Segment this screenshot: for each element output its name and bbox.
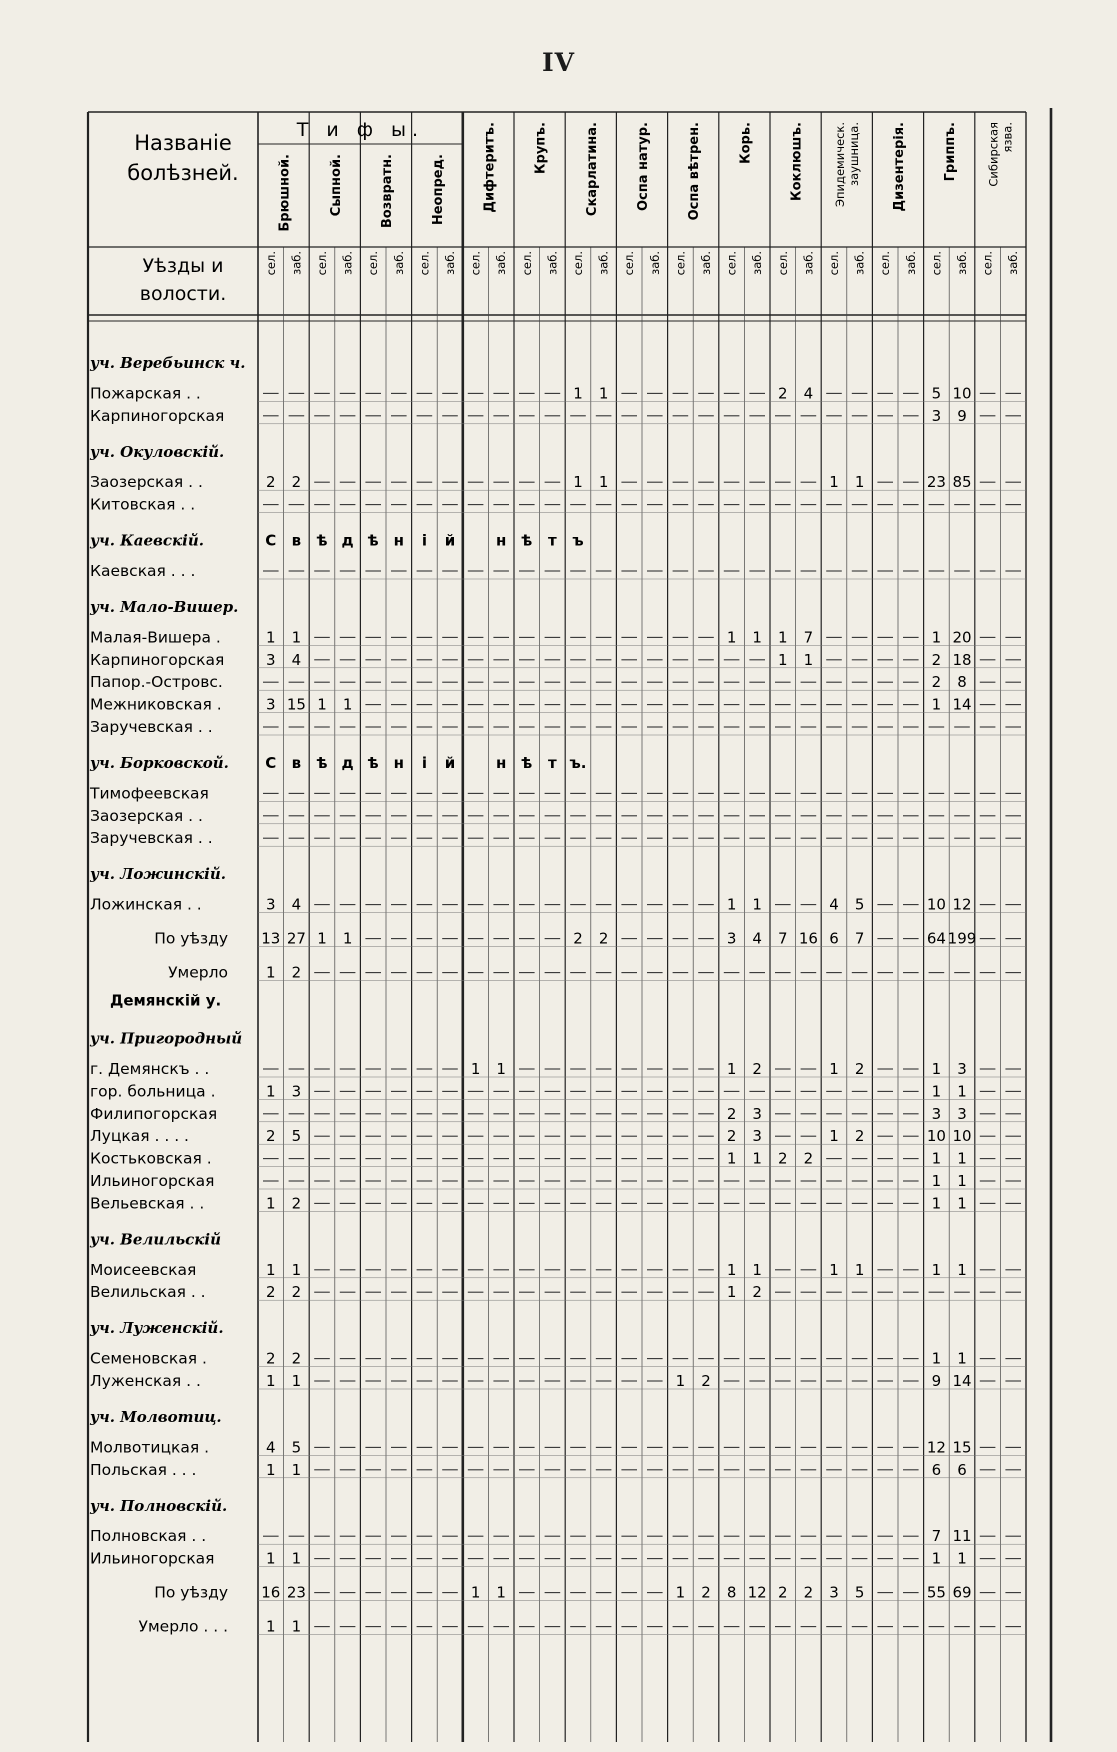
table-cell-value: 1 [957,1260,967,1279]
no-data-note-letter: н [496,531,507,550]
sel-zab-label: сел. [366,251,381,276]
disease-label: язва. [1000,122,1015,153]
parish-label: Пожарская . . [90,384,201,403]
table-cell-value: 1 [931,1260,942,1279]
table-cell-value: 1 [829,1127,839,1146]
table-cell-value: 2 [854,1060,865,1078]
disease-label: Неопред. [431,154,447,226]
parish-label: Полновская . . [90,1527,207,1546]
table-cell-value: 199 [947,929,977,948]
table-cell-value: 4 [291,895,302,914]
section-label: уч. Борковской. [90,754,229,772]
parish-label: Луженская . . [90,1372,201,1390]
table-cell-value: 1 [957,1082,967,1101]
table-cell-value: 10 [952,1127,972,1146]
sel-zab-label: сел. [775,251,790,276]
table-cell-value: 1 [342,695,353,714]
table-cell-value: 2 [803,1149,814,1168]
table-cell-value: 9 [957,406,967,425]
table-cell-value: 1 [573,384,583,403]
no-data-note-letter: і [421,531,427,550]
table-cell-value: 64 [926,929,946,948]
table-cell-value: 9 [931,1372,942,1390]
table-cell-value: 1 [957,1194,967,1213]
table-cell-value: 1 [931,1149,942,1168]
table-cell-value: 1 [266,628,276,647]
table-cell-value: 1 [317,929,327,948]
sel-zab-label: сел. [571,251,585,276]
no-data-note-letter: в [291,754,302,772]
table-cell-value: 13 [261,929,281,948]
table-cell-value: 3 [266,895,276,914]
table-cell-value: 1 [726,895,737,914]
table-cell-value: 6 [957,1460,967,1479]
sel-zab-label: заб. [647,251,662,275]
sel-zab-label: сел. [673,251,688,276]
table-cell-value: 1 [675,1372,686,1390]
table-cell-value: 1 [752,628,762,647]
table-cell-value: 1 [266,1260,276,1279]
parish-label: Семеновская . [90,1349,207,1368]
disease-label: Сибирская [986,122,1001,187]
section-label: уч. Полновскій. [90,1496,228,1515]
table-cell-value: 1 [496,1583,506,1602]
parish-label: Каевская . . . [90,562,196,580]
parish-label: Карпиногорская [90,650,225,669]
sel-zab-label: заб. [801,251,816,275]
table-cell-value: 12 [926,1438,946,1457]
table-cell-value: 6 [829,929,839,948]
no-data-note-letter: т [548,754,557,772]
disease-label: Корь. [738,122,754,165]
no-data-note-letter: й [444,754,456,772]
table-cell-value: 6 [931,1460,942,1479]
total-row-label: По уѣзду [154,929,228,948]
table-cell-value: 3 [752,1104,762,1123]
table-cell-value: 1 [931,1194,942,1213]
parish-label: Папор.-Островс. [90,673,223,692]
table-cell-value: 2 [598,929,609,948]
section-label: уч. Ложинскій. [90,865,226,884]
page-number: IV [541,48,576,77]
no-data-note-letter: н [496,754,507,772]
sel-zab-label: заб. [494,251,509,275]
table-cell-value: 1 [598,473,609,492]
table-cell-value: 1 [778,650,788,669]
table-cell-value: 3 [957,1060,967,1078]
table-cell-value: 1 [752,1149,762,1168]
table-cell-value: 2 [291,1349,302,1368]
parish-label: Заозерская . . [90,806,203,825]
table-cell-value: 1 [829,1260,839,1279]
table-cell-value: 15 [286,695,306,714]
header-title-line1: Названіе [134,131,232,155]
table-cell-value: 4 [803,384,814,403]
no-data-note-letter: ъ. [569,754,587,772]
table-cell-value: 11 [952,1527,972,1546]
table-cell-value: 1 [266,1460,276,1479]
parish-label: Костьковская . [90,1149,212,1168]
no-data-note-letter: ѣ [521,531,533,550]
sel-zab-label: заб. [852,251,867,275]
table-cell-value: 5 [854,1583,865,1602]
table-cell-value: 7 [803,628,814,647]
table-cell-value: 10 [926,895,946,914]
sel-zab-label: заб. [903,251,918,275]
table-cell-value: 2 [291,1194,302,1213]
sel-zab-label: сел. [724,251,739,276]
table-cell-value: 2 [726,1104,737,1123]
no-data-note-letter: ѣ [367,531,379,550]
table-cell-value: 1 [266,963,276,982]
sel-zab-label: заб. [750,251,765,275]
table-cell-value: 1 [931,1349,942,1368]
table-cell-value: 1 [266,1194,276,1213]
parish-label: Карпиногорская [90,406,225,425]
table-cell-value: 23 [926,473,946,492]
table-cell-value: 2 [931,650,942,669]
disease-label: Оспа вѣтрен. [687,122,703,221]
sel-zab-label: сел. [468,251,483,276]
table-cell-value: 85 [952,473,972,492]
no-data-note-letter: д [341,754,354,772]
table-cell-value: 1 [726,1260,737,1279]
table-cell-value: 23 [286,1583,306,1602]
table-cell-value: 4 [266,1438,276,1457]
parish-label: Луцкая . . . . [90,1127,189,1146]
table-cell-value: 8 [726,1583,737,1602]
disease-label: заушница. [846,122,861,187]
table-cell-value: 3 [266,695,276,714]
no-data-note-letter: ѣ [316,754,328,772]
parish-label: Малая-Вишера . [90,628,221,647]
sel-zab-label: сел. [263,251,278,276]
table-cell-value: 7 [854,929,865,948]
table-cell-value: 2 [931,673,942,692]
table-cell-value: 1 [266,1617,276,1636]
section-label: уч. Каевскій. [90,531,205,550]
typhus-group-label: Т и ф ы. [296,119,425,141]
table-cell-value: 1 [470,1060,481,1078]
sel-zab-label: заб. [699,251,713,275]
table-cell-value: 1 [957,1172,967,1190]
table-cell-value: 2 [778,384,788,403]
no-data-note-letter: н [393,754,404,772]
disease-label: Скарлатина. [584,122,600,217]
table-cell-value: 3 [957,1104,967,1123]
disease-label: Возвратн. [380,154,395,229]
disease-label: Крупъ. [533,122,549,175]
no-data-note-letter: ѣ [521,754,533,772]
table-cell-value: 15 [952,1438,972,1457]
table-cell-value: 1 [931,1549,942,1568]
table-cell-value: 1 [291,1260,302,1279]
table-cell-value: 5 [291,1127,302,1146]
table-cell-value: 1 [931,1172,942,1190]
table-cell-value: 2 [291,1283,302,1302]
table-cell-value: 2 [726,1127,737,1146]
table-cell-value: 27 [286,929,306,948]
header-regions-line1: Уѣзды и [142,255,224,277]
table-cell-value: 3 [291,1082,302,1101]
disease-label: Брюшной. [277,154,293,232]
table-cell-value: 5 [854,895,865,914]
table-cell-value: 1 [931,1082,942,1101]
table-cell-value: 2 [701,1372,711,1390]
no-data-note-letter: т [548,531,557,550]
parish-label: Ложинская . . [90,895,202,914]
parish-label: Заручевская . . [90,829,213,848]
disease-label: Дифтеритъ. [482,122,498,213]
no-data-note-letter: С [265,531,277,550]
parish-label: Польская . . . [90,1460,197,1479]
table-cell-value: 1 [496,1060,506,1078]
table-cell-value: 1 [266,1372,276,1390]
sel-zab-label: заб. [289,251,304,275]
table-cell-value: 2 [854,1127,865,1146]
table-cell-value: 69 [952,1583,972,1602]
table-cell-value: 18 [952,650,972,669]
parish-label: Молвотицкая . [90,1438,210,1457]
section-label: уч. Окуловскій. [90,442,225,461]
parish-label: Тимофеевская [90,784,209,803]
table-cell-value: 2 [291,473,302,492]
table-cell-value: 1 [266,1549,276,1568]
table-cell-value: 1 [675,1583,686,1602]
sel-zab-label: сел. [878,251,893,276]
table-cell-value: 12 [952,895,972,914]
table-cell-value: 1 [291,628,302,647]
sel-zab-label: сел. [827,251,841,276]
table-cell-value: 2 [266,473,276,492]
table-cell-value: 16 [798,929,818,948]
parish-label: Филипогорская [90,1104,218,1123]
table-cell-value: 1 [854,1260,865,1279]
disease-label: Дизентерія. [892,122,907,212]
parish-label: Моисеевская [90,1260,197,1279]
table-cell-value: 1 [931,1060,942,1078]
table-cell-value: 1 [778,628,788,647]
table-cell-value: 4 [291,650,302,669]
table-cell-value: 2 [266,1283,276,1302]
disease-label: Коклюшъ. [789,122,805,202]
table-cell-value: 2 [266,1349,276,1368]
parish-label: Вельевская . . [90,1194,205,1213]
sel-zab-label: сел. [417,251,432,276]
sel-zab-label: заб. [340,251,355,275]
table-cell-value: 3 [752,1127,762,1146]
table-cell-value: 14 [952,1372,972,1390]
table-cell-value: 55 [926,1583,946,1602]
table-cell-value: 3 [726,929,737,948]
no-data-note-letter: н [393,531,404,550]
no-data-note-letter: в [291,531,302,550]
table-cell-value: 1 [803,650,814,669]
table-cell-value: 1 [957,1549,967,1568]
table-cell-value: 2 [778,1149,788,1168]
section-label: уч. Велильскій [90,1230,222,1249]
table-cell-value: 1 [291,1617,302,1636]
section-label: уч. Луженскій. [90,1319,224,1338]
table-cell-value: 14 [952,695,972,714]
table-cell-value: 2 [778,1583,788,1602]
disease-label: Сыпной. [328,154,344,217]
sel-zab-label: заб. [596,251,611,275]
total-row-label: Умерло . . . [138,1617,228,1636]
table-cell-value: 1 [726,1283,737,1302]
table-cell-value: 3 [931,406,942,425]
no-data-note-letter: і [421,754,427,772]
header-title-line2: болѣзней. [127,161,239,185]
table-cell-value: 4 [829,895,839,914]
table-cell-value: 1 [726,1060,737,1078]
parish-label: Заозерская . . [90,473,203,492]
table-cell-value: 3 [931,1104,942,1123]
sel-zab-label: заб. [1006,251,1021,275]
parish-label: Заручевская . . [90,718,213,736]
sel-zab-label: сел. [315,251,329,276]
table-cell-value: 2 [752,1283,762,1302]
table-cell-value: 1 [291,1460,302,1479]
disease-label: Оспа натур. [636,122,651,212]
sel-zab-label: заб. [443,251,457,275]
table-cell-value: 1 [931,628,942,647]
parish-label: г. Демянскъ . . [90,1060,210,1078]
table-cell-value: 2 [752,1060,762,1078]
total-row-label: По уѣзду [154,1583,228,1602]
sel-zab-label: сел. [519,251,534,276]
table-cell-value: 7 [778,929,788,948]
table-cell-value: 4 [752,929,762,948]
table-cell-value: 16 [261,1583,281,1602]
table-cell-value: 12 [747,1583,767,1602]
table-cell-value: 1 [470,1583,481,1602]
section-label: уч. Пригородный [90,1029,243,1048]
disease-label: Гриппъ. [943,122,959,182]
table-cell-value: 2 [266,1127,276,1146]
table-cell-value: 1 [573,473,583,492]
sel-zab-label: заб. [391,251,406,275]
header-regions-line2: волости. [139,283,227,305]
sel-zab-label: сел. [622,251,637,276]
no-data-note-letter: ъ [572,531,584,550]
table-cell-value: 5 [291,1438,302,1457]
table-cell-value: 1 [829,473,839,492]
table-cell-value: 1 [829,1060,839,1078]
section-label: уч. Мало-Вишер. [90,598,239,616]
table-cell-value: 1 [266,1082,276,1101]
table-cell-value: 1 [726,628,737,647]
table-cell-value: 1 [752,895,762,914]
table-cell-value: 10 [952,384,972,403]
no-data-note-letter: ѣ [316,531,328,550]
section-label: уч. Веребьинск ч. [90,354,246,372]
sel-zab-label: сел. [929,251,944,276]
parish-label: гор. больница . [90,1082,216,1101]
no-data-note-letter: д [341,531,354,550]
table-cell-value: 10 [926,1127,946,1146]
parish-label: Ильиногорская [90,1172,215,1190]
table-cell-value: 3 [266,650,276,669]
parish-label: Велильская . . [90,1283,206,1302]
table-cell-value: 3 [829,1583,839,1602]
no-data-note-letter: й [444,531,456,550]
table-cell-value: 1 [957,1349,967,1368]
table-cell-value: 7 [931,1527,942,1546]
parish-label: Межниковская . [90,695,222,714]
table-cell-value: 1 [854,473,865,492]
table-cell-value: 1 [752,1260,762,1279]
table-cell-value: 1 [957,1149,967,1168]
table-cell-value: 2 [701,1583,711,1602]
no-data-note-letter: ѣ [367,754,379,772]
parish-label: Китовская . . [90,495,196,514]
no-data-note-letter: С [265,754,277,772]
table-cell-value: 20 [952,628,972,647]
table-cell-value: 1 [726,1149,737,1168]
table-cell-value: 2 [803,1583,814,1602]
table-cell-value: 2 [573,929,583,948]
table-cell-value: 1 [931,695,942,714]
disease-label: Эпидемическ. [832,122,847,207]
sel-zab-label: заб. [955,251,969,275]
table-cell-value: 1 [342,929,353,948]
sel-zab-label: сел. [980,251,995,276]
total-row-label: Умерло [168,963,228,982]
table-cell-value: 1 [291,1549,302,1568]
table-cell-value: 5 [931,384,942,403]
district-label: Демянскій у. [110,991,222,1010]
table-cell-value: 2 [291,963,302,982]
table-cell-value: 8 [957,673,967,692]
parish-label: Ильиногорская [90,1549,215,1568]
table-cell-value: 1 [598,384,609,403]
section-label: уч. Молвотиц. [90,1408,222,1426]
sel-zab-label: заб. [545,251,560,275]
table-cell-value: 1 [291,1372,302,1390]
table-cell-value: 1 [317,695,327,714]
